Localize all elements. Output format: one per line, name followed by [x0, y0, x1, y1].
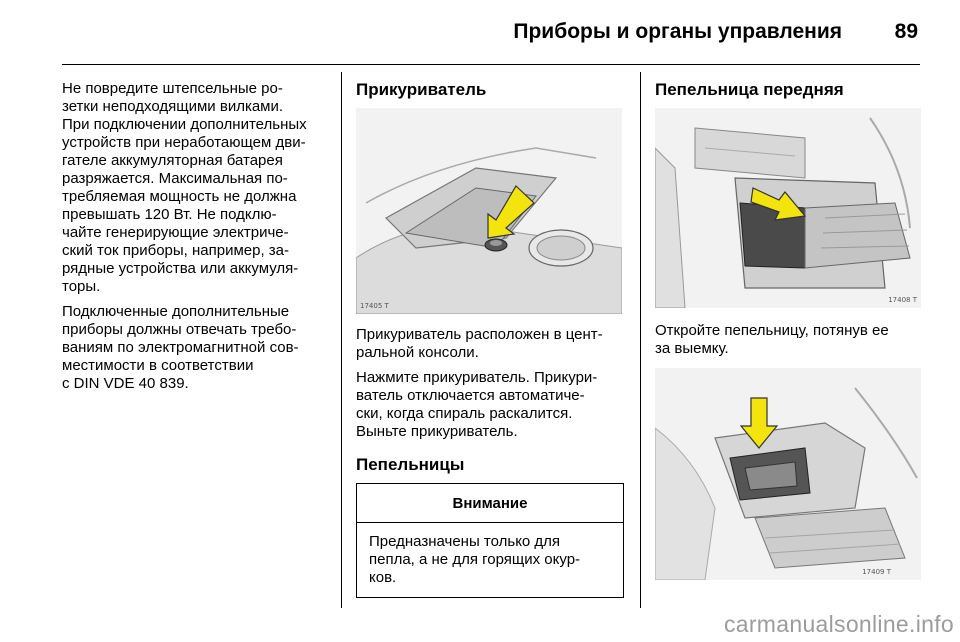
paragraph: Откройте пепельницу, потянув ее за выемку.	[655, 322, 889, 357]
paragraph: Подключенные дополнительные приборы должны отвечать требо- ваниям по электромагнитной сов- местимости в соответствии с DIN VDE 40 839.	[62, 303, 299, 392]
section-heading: Пепельницы	[356, 455, 465, 474]
column-divider	[341, 72, 342, 608]
column-left	[62, 80, 337, 400]
column-divider	[640, 72, 641, 608]
page-number: 89	[894, 20, 918, 43]
column-right	[655, 80, 921, 580]
warning-box	[356, 483, 624, 598]
section-heading: Пепельница передняя	[655, 80, 844, 99]
watermark: carmanualsonline.info	[723, 611, 954, 637]
figure-code: 17408 T	[888, 296, 917, 304]
ashtray-insert-illustration	[655, 368, 921, 580]
page-header	[62, 14, 920, 65]
figure-code: 17409 T	[862, 568, 891, 576]
paragraph: Нажмите прикуриватель. Прикури- ватель отключается автоматиче- ски, когда спираль раскалится. Выньте прикуриватель.	[356, 369, 598, 440]
paragraph: Не повредите штепсельные ро- зетки неподходящими вилками. При подключении дополнительных устройств при неработающем дви- гателе аккумуляторная батарея разряжается. Максимальная по- требляемая мощность не должна превышать 120 Вт. Не подклю- чайте генерирующие электриче- ский ток приборы, например, за- рядные устройства или аккумуля- торы.	[62, 80, 307, 295]
warning-text: Предназначены только для пепла, а не для горящих окур- ков.	[369, 533, 581, 586]
cigarette-lighter-illustration	[356, 108, 622, 314]
paragraph: Прикуриватель расположен в цент- ральной консоли.	[356, 326, 603, 361]
section-heading: Прикуриватель	[356, 80, 487, 99]
column-middle	[356, 80, 624, 598]
section-title: Приборы и органы управления	[513, 20, 842, 43]
warning-title: Внимание	[357, 484, 623, 523]
ashtray-open-illustration	[655, 108, 921, 308]
figure-code: 17405 T	[360, 302, 389, 310]
